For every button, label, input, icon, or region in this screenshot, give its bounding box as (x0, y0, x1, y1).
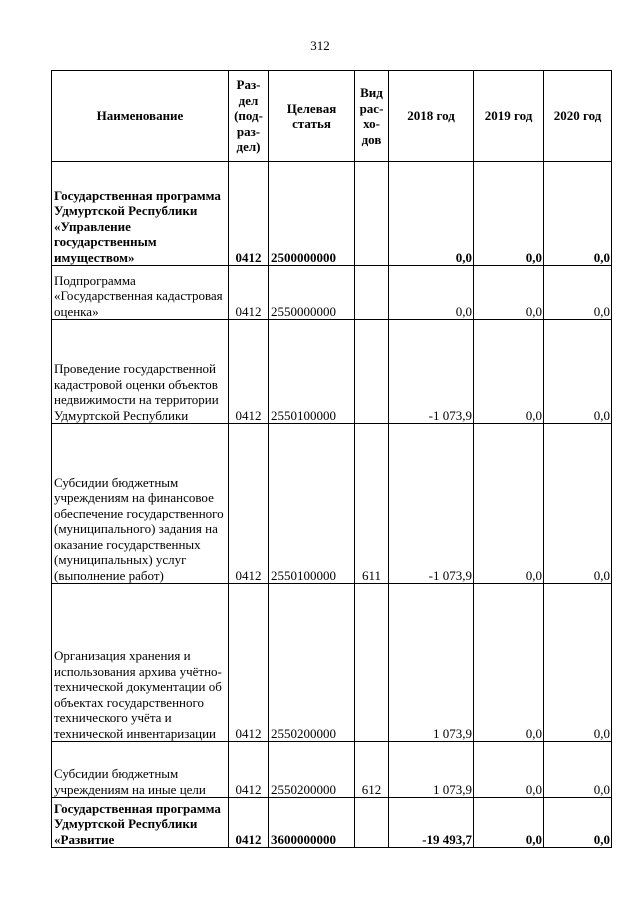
table-row (52, 266, 612, 320)
row-name: Подпрограмма «Государственная кадастровая оценка» (52, 266, 229, 320)
header-target: Целевая статья (269, 71, 355, 162)
row-expense-type (355, 798, 389, 848)
row-2019: 0,0 (474, 584, 544, 742)
header-expense-type: Вид рас- хо- дов (355, 71, 389, 162)
row-target: 2550000000 (269, 266, 355, 320)
row-section: 0412 (229, 742, 269, 798)
row-2018: -19 493,7 (389, 798, 474, 848)
row-section: 0412 (229, 584, 269, 742)
row-2020: 0,0 (544, 320, 612, 424)
header-row (52, 71, 612, 162)
row-target: 2550200000 (269, 742, 355, 798)
header-name: Наименование (52, 71, 229, 162)
budget-table (51, 70, 612, 848)
row-expense-type (355, 162, 389, 266)
table-row (52, 798, 612, 848)
row-name: Субсидии бюджетным учреждениям на финансовое обеспечение государственного (муниципального) задания на оказание государственных (муниципальных) услуг (выполнение работ) (52, 424, 229, 584)
row-section: 0412 (229, 162, 269, 266)
row-name: Государственная программа Удмуртской Республики «Развитие (52, 798, 229, 848)
row-target: 2550100000 (269, 424, 355, 584)
row-2019: 0,0 (474, 424, 544, 584)
row-expense-type (355, 266, 389, 320)
table-row (52, 320, 612, 424)
table-row (52, 424, 612, 584)
row-2018: 1 073,9 (389, 584, 474, 742)
header-2019: 2019 год (474, 71, 544, 162)
row-target: 2550200000 (269, 584, 355, 742)
row-2019: 0,0 (474, 798, 544, 848)
row-expense-type (355, 584, 389, 742)
row-2018: -1 073,9 (389, 320, 474, 424)
row-name: Субсидии бюджетным учреждениям на иные цели (52, 742, 229, 798)
row-2020: 0,0 (544, 742, 612, 798)
row-2020: 0,0 (544, 162, 612, 266)
row-name: Проведение государственной кадастровой оценки объектов недвижимости на территории Удмуртской Республики (52, 320, 229, 424)
row-2018: -1 073,9 (389, 424, 474, 584)
row-2018: 1 073,9 (389, 742, 474, 798)
row-target: 2500000000 (269, 162, 355, 266)
row-2018: 0,0 (389, 266, 474, 320)
table-row (52, 584, 612, 742)
page-number: 312 (310, 38, 330, 53)
header-2020: 2020 год (544, 71, 612, 162)
row-section: 0412 (229, 424, 269, 584)
row-2019: 0,0 (474, 266, 544, 320)
table-row (52, 162, 612, 266)
row-2019: 0,0 (474, 320, 544, 424)
row-expense-type: 611 (355, 424, 389, 584)
row-section: 0412 (229, 266, 269, 320)
row-2020: 0,0 (544, 584, 612, 742)
table-row (52, 742, 612, 798)
header-2018: 2018 год (389, 71, 474, 162)
row-2019: 0,0 (474, 162, 544, 266)
row-2020: 0,0 (544, 424, 612, 584)
row-target: 3600000000 (269, 798, 355, 848)
row-2018: 0,0 (389, 162, 474, 266)
row-name: Государственная программа Удмуртской Республики «Управление государственным имуществом» (52, 162, 229, 266)
row-2020: 0,0 (544, 266, 612, 320)
row-target: 2550100000 (269, 320, 355, 424)
row-name: Организация хранения и использования архива учётно-технической документации об объектах государственного технического учёта и технической инвентаризации (52, 584, 229, 742)
row-section: 0412 (229, 320, 269, 424)
header-section: Раз- дел (под- раз- дел) (229, 71, 269, 162)
row-2020: 0,0 (544, 798, 612, 848)
row-expense-type: 612 (355, 742, 389, 798)
row-expense-type (355, 320, 389, 424)
row-section: 0412 (229, 798, 269, 848)
row-2019: 0,0 (474, 742, 544, 798)
